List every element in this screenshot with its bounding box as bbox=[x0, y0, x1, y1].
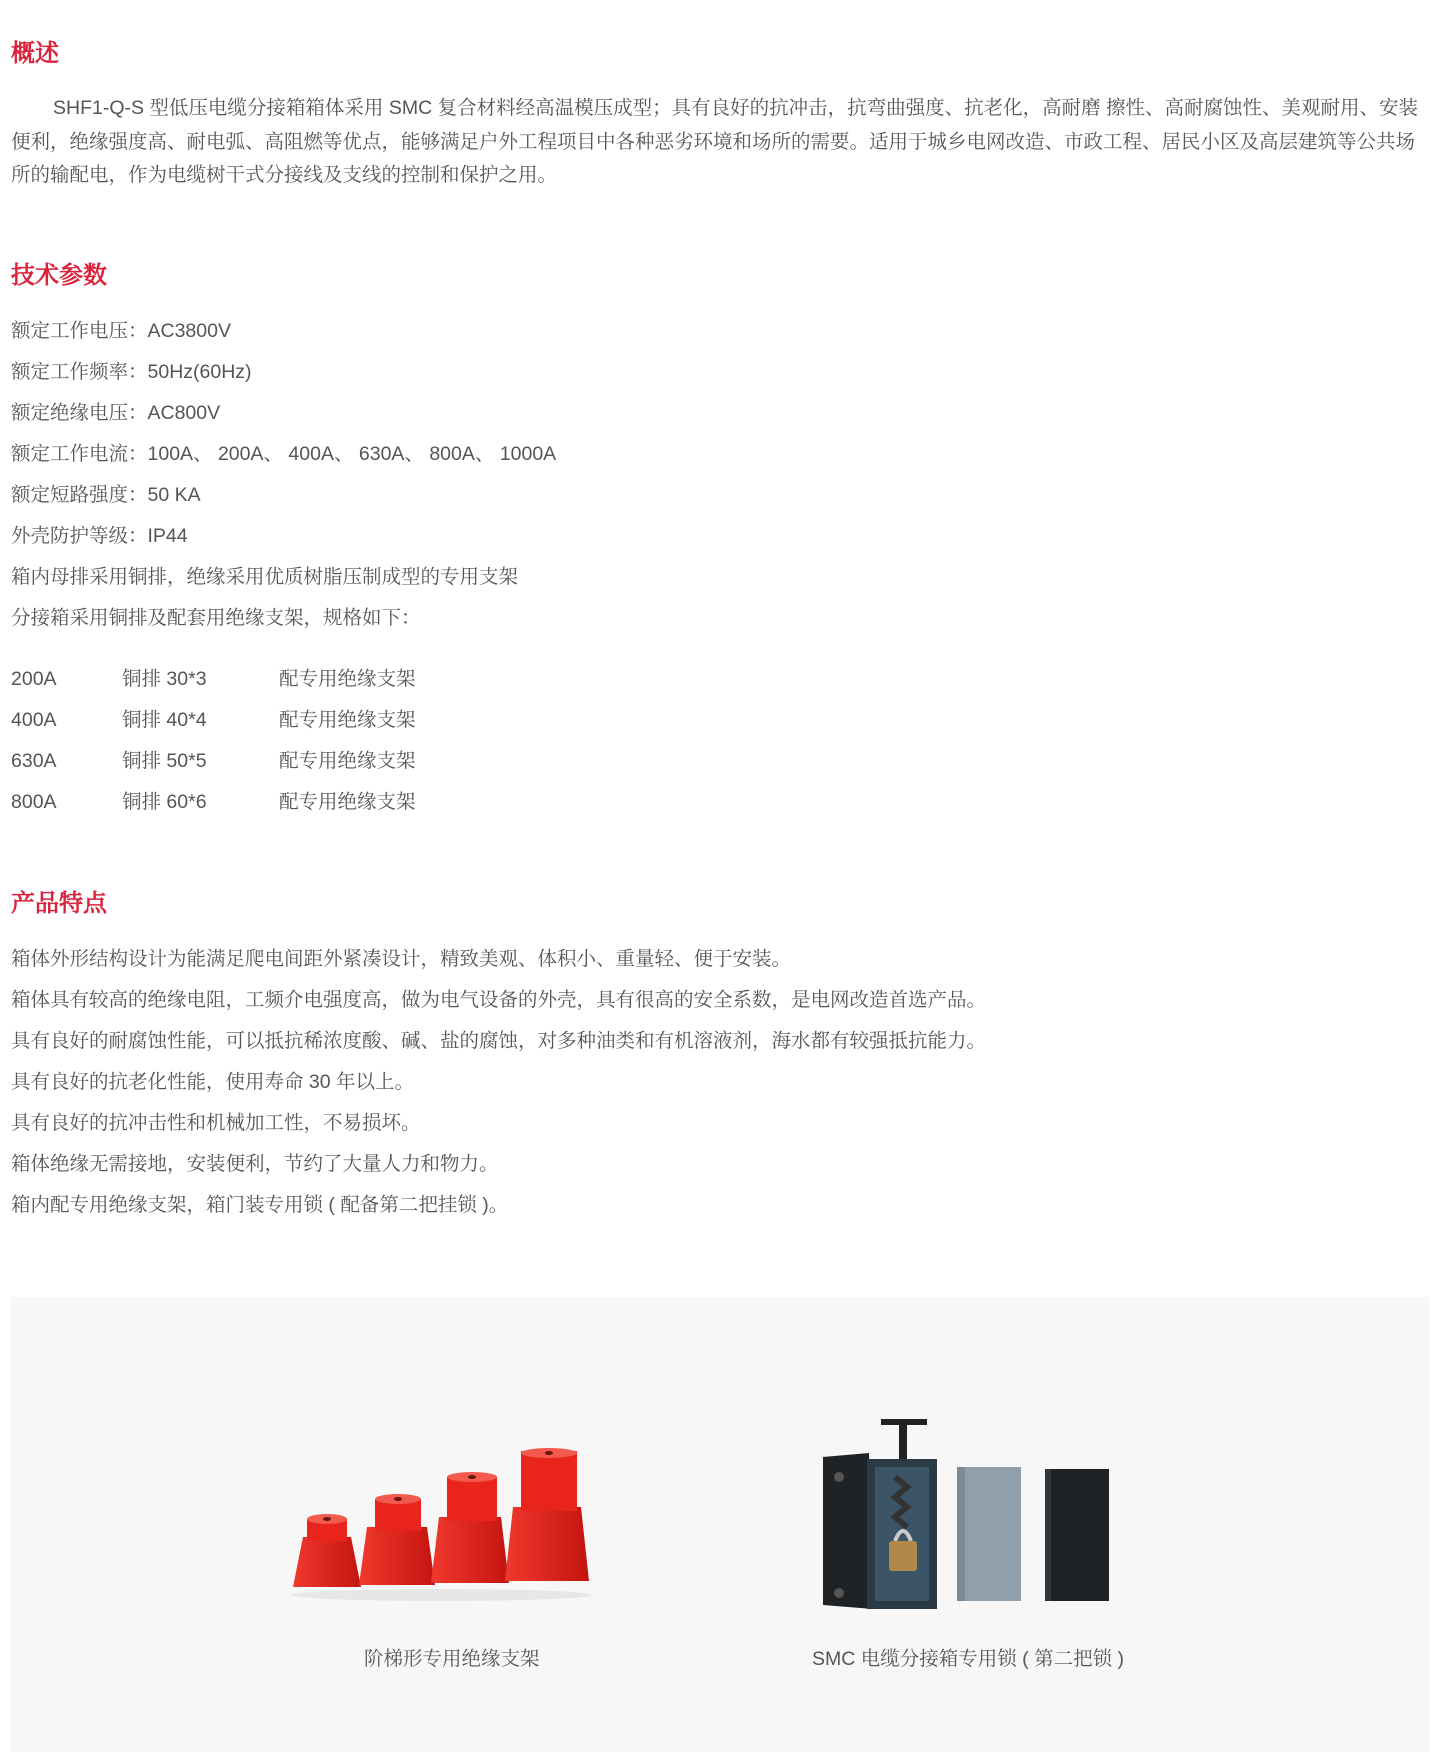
spec-support: 配专用绝缘支架 bbox=[279, 750, 416, 772]
spec-support: 配专用绝缘支架 bbox=[279, 709, 416, 731]
spec-current: 800A bbox=[11, 791, 57, 813]
spec-current: 200A bbox=[11, 668, 57, 690]
tech-line: 额定短路强度：50 KA bbox=[11, 484, 201, 506]
insulator-support-icon bbox=[291, 1447, 631, 1607]
feature-line: 具有良好的抗冲击性和机械加工性，不易损坏。 bbox=[11, 1112, 421, 1134]
spec-current: 400A bbox=[11, 709, 57, 731]
tech-heading: 技术参数 bbox=[11, 262, 107, 289]
feature-line: 箱体外形结构设计为能满足爬电间距外紧凑设计，精致美观、体积小、重量轻、便于安装。 bbox=[11, 948, 792, 970]
overview-paragraph: SHF1-Q-S 型低压电缆分接箱箱体采用 SMC 复合材料经高温模压成型；具有良好的抗冲击，抗弯曲强度、抗老化，高耐磨 擦性、高耐腐蚀性、美观耐用、安装便利，绝缘强度高、耐电弧、高阻燃等优点，能够满足户外工程项目中各种恶劣环境和场所的需要。适用于城乡电网改造、市政工程、居民小区及高层建筑等公共场所的输配电，作为电缆树干式分接线及支线的控制和保护之用。 bbox=[11, 97, 1419, 186]
feature-line: 具有良好的抗老化性能，使用寿命 30 年以上。 bbox=[11, 1071, 415, 1093]
spec-busbar: 铜排 60*6 bbox=[122, 791, 207, 813]
tech-line: 分接箱采用铜排及配套用绝缘支架，规格如下： bbox=[11, 607, 421, 629]
tech-line: 外壳防护等级：IP44 bbox=[11, 525, 188, 547]
tech-line: 额定工作电压：AC3800V bbox=[11, 320, 231, 342]
spec-support: 配专用绝缘支架 bbox=[279, 668, 416, 690]
overview-heading: 概述 bbox=[11, 40, 59, 67]
feature-line: 箱体绝缘无需接地，安装便利，节约了大量人力和物力。 bbox=[11, 1153, 499, 1175]
spec-busbar: 铜排 50*5 bbox=[122, 750, 207, 772]
spec-busbar: 铜排 40*4 bbox=[122, 709, 207, 731]
spec-support: 配专用绝缘支架 bbox=[279, 791, 416, 813]
cabinet-lock-icon bbox=[811, 1417, 1151, 1617]
tech-line: 额定绝缘电压：AC800V bbox=[11, 402, 221, 424]
tech-line: 箱内母排采用铜排，绝缘采用优质树脂压制成型的专用支架 bbox=[11, 566, 519, 588]
feature-line: 箱体具有较高的绝缘电阻，工频介电强度高，做为电气设备的外壳，具有很高的安全系数，是电网改造首选产品。 bbox=[11, 989, 987, 1011]
product-gallery bbox=[11, 1297, 1429, 1752]
gallery-caption: 阶梯形专用绝缘支架 bbox=[364, 1648, 540, 1670]
feature-line: 箱内配专用绝缘支架，箱门装专用锁 ( 配备第二把挂锁 )。 bbox=[11, 1194, 509, 1216]
spec-busbar: 铜排 30*3 bbox=[122, 668, 207, 690]
tech-line: 额定工作频率：50Hz(60Hz) bbox=[11, 361, 252, 383]
feature-line: 具有良好的耐腐蚀性能，可以抵抗稀浓度酸、碱、盐的腐蚀，对多种油类和有机溶液剂，海水都有较强抵抗能力。 bbox=[11, 1030, 987, 1052]
gallery-caption: SMC 电缆分接箱专用锁 ( 第二把锁 ) bbox=[812, 1648, 1124, 1670]
tech-line: 额定工作电流：100A、 200A、 400A、 630A、 800A、 1000A bbox=[11, 443, 557, 465]
features-heading: 产品特点 bbox=[11, 890, 107, 917]
spec-current: 630A bbox=[11, 750, 57, 772]
